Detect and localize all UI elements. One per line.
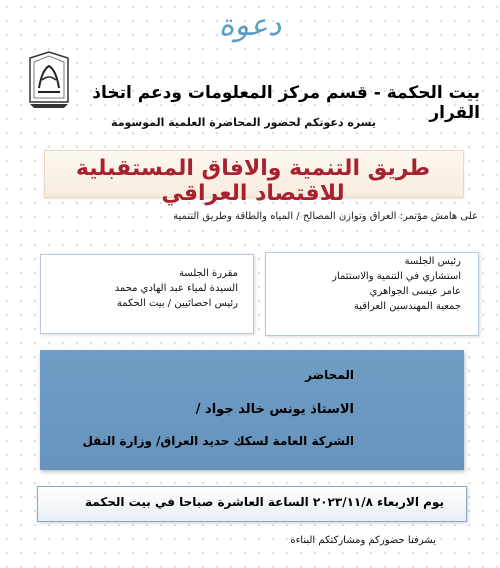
lecturer-heading: المحاضر: [305, 368, 354, 382]
closing-line: يشرفنا حضوركم ومشاركتكم البناءة: [290, 535, 436, 546]
bayt-al-hikma-logo: [24, 50, 74, 110]
rapporteur-details: [38, 266, 238, 311]
lecture-title: طريق التنمية والافاق المستقبلية للاقتصاد العراقي: [75, 156, 431, 206]
session-chair-title: استشاري في التنمية والاستثمار: [332, 271, 461, 282]
session-chair-org: جمعية المهندسين العراقية: [353, 301, 461, 312]
conference-sideline: على هامش مؤتمر: العراق وتوازن المصالح / المياه والطاقة وطريق التنمية: [173, 211, 478, 222]
schedule-text: يوم الاربعاء ٢٠٢٣/١١/٨ الساعة العاشرة صباحا في بيت الحكمة: [84, 495, 444, 509]
session-chair-label: رئيس الجلسة: [404, 256, 461, 267]
rapporteur-name: السيدة لمياء عبد الهادي محمد: [114, 283, 238, 294]
lecturer-affiliation: الشركة العامة لسكك حديد العراق/ وزارة النقل: [82, 434, 354, 448]
rapporteur-role: رئيس احصائيين / بيت الحكمة: [116, 298, 238, 309]
organization-line: بيت الحكمة - قسم مركز المعلومات ودعم اتخاذ القرار: [92, 83, 480, 123]
lecturer-name: الاستاذ يونس خالد جواد /: [195, 402, 354, 417]
rapporteur-label: مقررة الجلسة: [178, 268, 238, 279]
invitation-heading: دعوة: [218, 8, 282, 43]
intro-line: يسره دعوتكم لحضور المحاضرة العلمية الموسومة: [111, 116, 376, 129]
session-chair-details: [261, 254, 461, 314]
session-chair-name: عامر عيسى الجواهري: [369, 286, 461, 297]
